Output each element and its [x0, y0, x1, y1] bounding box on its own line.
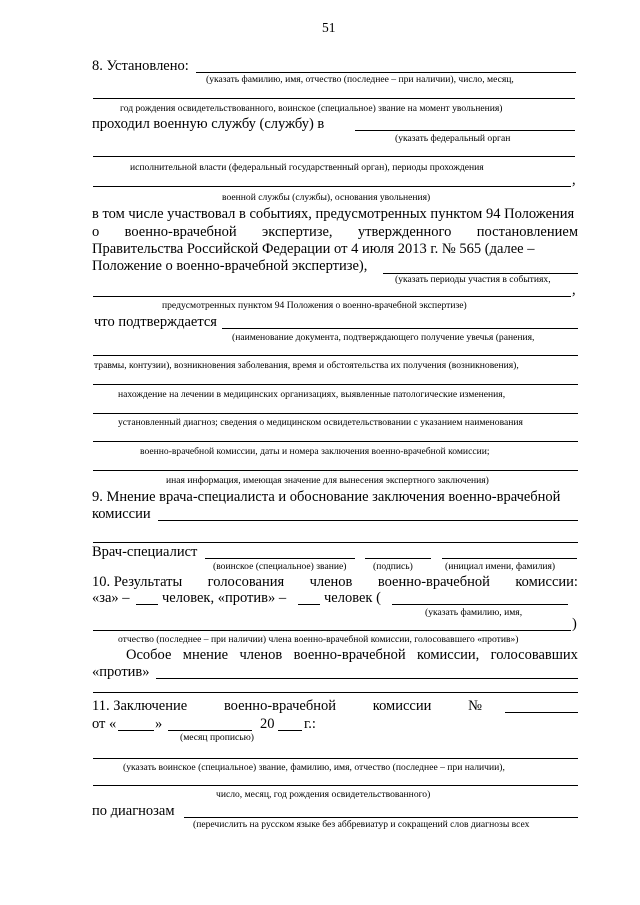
close-paren: )	[572, 616, 577, 632]
blank-line	[168, 730, 252, 731]
blank-line	[93, 98, 575, 99]
section-10-title: 10. Результаты голосования членов военно-врачебной комиссии:	[92, 574, 578, 590]
page-number: 51	[322, 20, 336, 35]
against-text: «против»	[92, 664, 150, 680]
section-11-title: 11. Заключение военно-врачебной комиссии №	[92, 698, 482, 714]
doctor-label: Врач-специалист	[92, 544, 198, 560]
blank-line	[93, 186, 571, 187]
blank-line	[93, 542, 578, 543]
caption: установленный диагноз; сведения о медицинском освидетельствовании с указанием наименования	[118, 417, 523, 428]
blank-line	[93, 384, 578, 385]
blank-line	[136, 604, 158, 605]
caption-name: (инициал имени, фамилия)	[445, 561, 556, 572]
caption-rank: (воинское (специальное) звание)	[213, 561, 347, 572]
caption: нахождение на лечении в медицинских организациях, выявленные патологические изменения,	[118, 389, 506, 400]
caption: исполнительной власти (федеральный государственный орган), периоды прохождения	[130, 162, 484, 173]
paragraph-line: в том числе участвовал в событиях, предусмотренных пунктом 94 Положения	[92, 206, 575, 222]
blank-line	[93, 785, 578, 786]
caption: (указать периоды участия в событиях,	[395, 274, 551, 285]
blank-line	[205, 558, 355, 559]
caption: число, месяц, год рождения освидетельствованного)	[216, 789, 431, 800]
confirmed-text: что подтверждается	[94, 314, 217, 330]
blank-line	[298, 604, 320, 605]
blank-line	[93, 441, 578, 442]
year-suffix: г.:	[304, 716, 316, 732]
vote-for-text: «за» –	[92, 590, 130, 606]
vote-people-text: человек, «против» –	[162, 590, 287, 606]
caption: (указать фамилию, имя,	[425, 607, 523, 618]
caption: отчество (последнее – при наличии) члена военно-врачебной комиссии, голосовавшего «против»)	[118, 634, 519, 645]
caption: (перечислить на русском языке без аббревиатур и сокращений слов диагнозы всех	[193, 819, 530, 830]
blank-line	[156, 678, 578, 679]
section-9-title: 9. Мнение врача-специалиста и обоснование заключения военно-врачебной	[92, 489, 561, 505]
caption: (указать воинское (специальное) звание, фамилию, имя, отчество (последнее – при наличии),	[123, 762, 505, 773]
blank-line	[442, 558, 577, 559]
caption: военно-врачебной комиссии, даты и номера заключения военно-врачебной комиссии;	[140, 446, 490, 457]
blank-line	[392, 604, 568, 605]
blank-line	[93, 296, 571, 297]
blank-line	[93, 156, 575, 157]
caption: (указать федеральный орган	[395, 133, 511, 144]
section-9-title-cont: комиссии	[92, 506, 151, 522]
blank-line	[222, 328, 578, 329]
blank-line	[93, 630, 571, 631]
paragraph-line: Правительства Российской Федерации от 4 июля 2013 г. № 565 (далее –	[92, 241, 535, 257]
diagnosis-text: по диагнозам	[92, 803, 175, 819]
caption: (месяц прописью)	[180, 732, 254, 743]
year-prefix: 20	[260, 716, 275, 732]
blank-line	[505, 712, 578, 713]
blank-line	[93, 692, 578, 693]
blank-line	[365, 558, 431, 559]
blank-line	[118, 730, 154, 731]
blank-line	[158, 520, 578, 521]
blank-line	[93, 758, 578, 759]
blank-line	[93, 413, 578, 414]
caption: (указать фамилию, имя, отчество (последнее – при наличии), число, месяц,	[206, 74, 514, 85]
caption-sign: (подпись)	[373, 561, 413, 572]
blank-line	[184, 817, 578, 818]
paragraph-line: Положение о военно-врачебной экспертизе),	[92, 258, 368, 274]
caption: травмы, контузии), возникновения заболевания, время и обстоятельства их получения (возникновения),	[94, 360, 519, 371]
caption: иная информация, имеющая значение для вынесения экспертного заключения)	[166, 475, 489, 486]
caption: военной службы (службы), основания увольнения)	[222, 192, 431, 203]
blank-line	[93, 470, 578, 471]
blank-line	[196, 72, 576, 73]
special-opinion-line: Особое мнение членов военно-врачебной комиссии, голосовавших	[126, 647, 578, 663]
caption: год рождения освидетельствованного, воинское (специальное) звание на момент увольнения)	[120, 103, 503, 114]
service-text: проходил военную службу (службу) в	[92, 116, 325, 132]
paragraph-line-justified: о военно-врачебной экспертизе, утвержденного постановлением	[92, 224, 578, 240]
blank-line	[278, 730, 302, 731]
quote-close: »	[155, 716, 163, 732]
section-8-label: 8. Установлено:	[92, 58, 189, 74]
date-from-text: от «	[92, 716, 117, 732]
caption: предусмотренных пунктом 94 Положения о военно-врачебной экспертизе)	[162, 300, 467, 311]
caption: (наименование документа, подтверждающего получение увечья (ранения,	[232, 332, 535, 343]
blank-line	[93, 355, 578, 356]
blank-line	[355, 130, 575, 131]
vote-people-text: человек (	[324, 590, 381, 606]
